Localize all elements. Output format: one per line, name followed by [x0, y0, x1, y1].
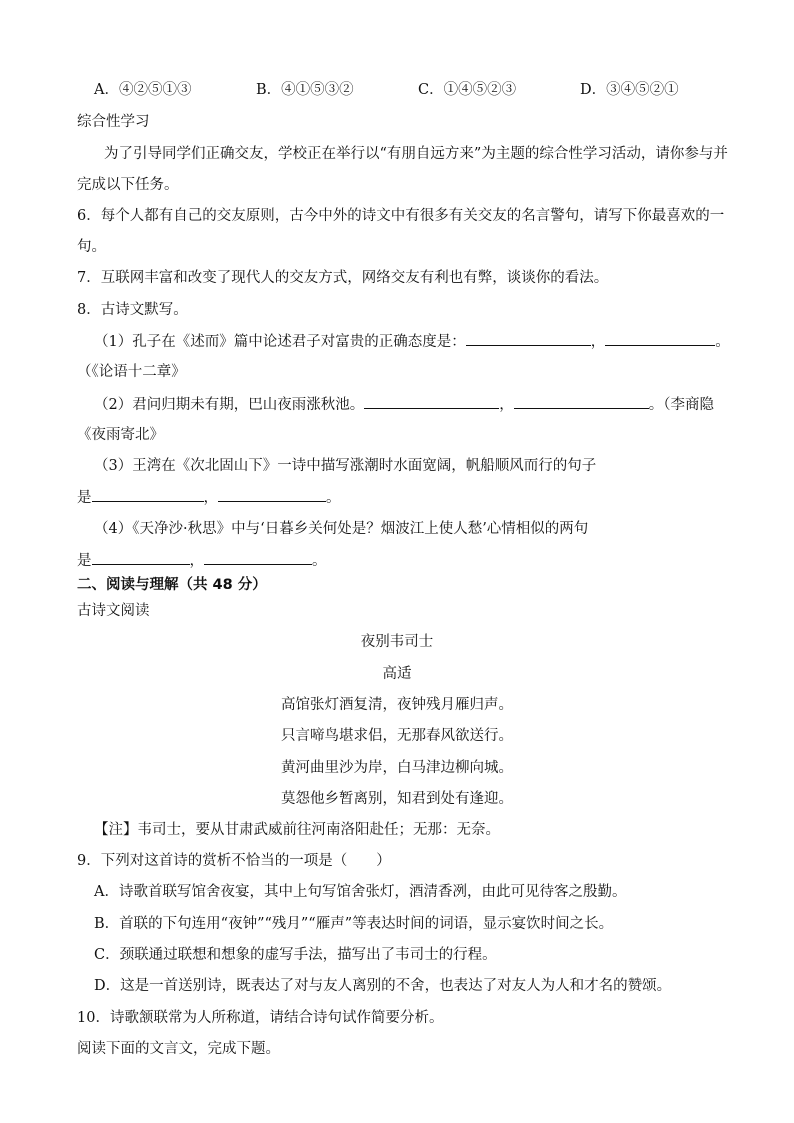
question-8-4: （4）《天净沙·秋思》中与‘日暮乡关何处是？烟波江上使人愁’心情相似的两句	[94, 521, 589, 537]
q8-4-blank-2[interactable]	[204, 550, 312, 565]
period: 。	[312, 553, 327, 569]
q9-option-c: C．颈联通过联想和想象的虚写手法，描写出了韦司士的行程。	[94, 947, 497, 963]
question-8-4-answer	[77, 550, 327, 571]
q5-option-c: C．①④⑤②③	[418, 82, 517, 98]
intro-text-cont: 完成以下任务。	[77, 177, 179, 193]
q9-option-d: D．这是一首送别诗，既表达了对与友人离别的不舍，也表达了对友人为人和才名的赞颂。	[94, 978, 672, 994]
poem-line: 高馆张灯酒复清，夜钟残月雁归声。	[281, 697, 513, 713]
comma: ，	[499, 397, 514, 413]
q8-2-blank-1[interactable]	[364, 394, 499, 409]
poem-title: 夜别韦司士	[360, 634, 434, 650]
poem-line: 只言啼鸟堪求侣，无那春风欲送行。	[281, 728, 513, 744]
q8-2-text: （2）君问归期未有期，巴山夜雨涨秋池。	[94, 397, 365, 413]
question-7: 7．互联网丰富和改变了现代人的交友方式，网络交友有利也有弊，谈谈你的看法。	[77, 270, 609, 286]
q8-3-blank-1[interactable]	[92, 487, 204, 502]
comma: ，	[203, 490, 218, 506]
poem-note: 【注】韦司士，要从甘肃武威前往河南洛阳赴任；无那：无奈。	[94, 822, 500, 838]
intro-text: 为了引导同学们正确交友，学校正在举行以“有朋自远方来”为主题的综合性学习活动，请你参与并	[104, 146, 728, 162]
section-2-title: 二、阅读与理解（共 48 分）	[77, 577, 267, 593]
q8-4-prefix: 是	[77, 553, 92, 569]
question-8: 8．古诗文默写。	[77, 302, 188, 318]
question-8-1	[94, 331, 730, 352]
q9-option-a: A．诗歌首联写馆舍夜宴，其中上句写馆舍张灯，酒清香冽，由此可见待客之殷勤。	[94, 884, 627, 900]
section-comprehensive: 综合性学习	[77, 114, 150, 130]
q8-2-tail: 。（李商隐	[648, 397, 714, 413]
q9-option-b: B．首联的下句连用“夜钟”“残月”“雁声”等表达时间的词语，显示宴饮时间之长。	[94, 916, 614, 932]
poem-line: 黄河曲里沙为岸，白马津边柳向城。	[281, 760, 513, 776]
q8-3-prefix: 是	[77, 490, 92, 506]
question-9: 9．下列对这首诗的赏析不恰当的一项是（ ）	[77, 853, 391, 869]
comma: ，	[189, 553, 204, 569]
q8-1-blank-2[interactable]	[605, 331, 715, 346]
q8-2-source: 《夜雨寄北》	[77, 427, 164, 443]
q8-1-text: （1）孔子在《述而》篇中论述君子对富贵的正确态度是：	[94, 334, 466, 350]
comma: ，	[590, 334, 606, 350]
q8-3-blank-2[interactable]	[218, 487, 326, 502]
q5-option-a: A．④②⑤①③	[94, 82, 192, 98]
q8-1-blank-1[interactable]	[466, 331, 591, 346]
q5-option-b: B．④①⑤③②	[256, 82, 354, 98]
prose-reading-heading: 阅读下面的文言文，完成下题。	[77, 1041, 280, 1057]
q8-2-blank-2[interactable]	[514, 394, 649, 409]
ancient-reading-heading: 古诗文阅读	[77, 603, 150, 619]
period: 。	[326, 490, 341, 506]
period: 。	[715, 334, 730, 350]
question-8-2	[94, 394, 714, 415]
q5-option-d: D．③④⑤②①	[580, 82, 679, 98]
poem-line: 莫怨他乡暂离别，知君到处有逢迎。	[281, 791, 513, 807]
question-8-3-answer	[77, 487, 341, 508]
question-8-3: （3）王湾在《次北固山下》一诗中描写涨潮时水面宽阔，帆船顺风而行的句子	[94, 458, 597, 474]
q8-1-source: （《论语十二章》	[77, 364, 186, 380]
question-10: 10．诗歌颔联常为人所称道，请结合诗句试作简要分析。	[77, 1010, 444, 1026]
poem-author: 高适	[382, 666, 412, 682]
question-6-cont: 句。	[77, 239, 106, 255]
question-6: 6．每个人都有自己的交友原则，古今中外的诗文中有很多有关交友的名言警句，请写下你最喜欢的一	[77, 208, 725, 224]
q8-4-blank-1[interactable]	[92, 550, 190, 565]
